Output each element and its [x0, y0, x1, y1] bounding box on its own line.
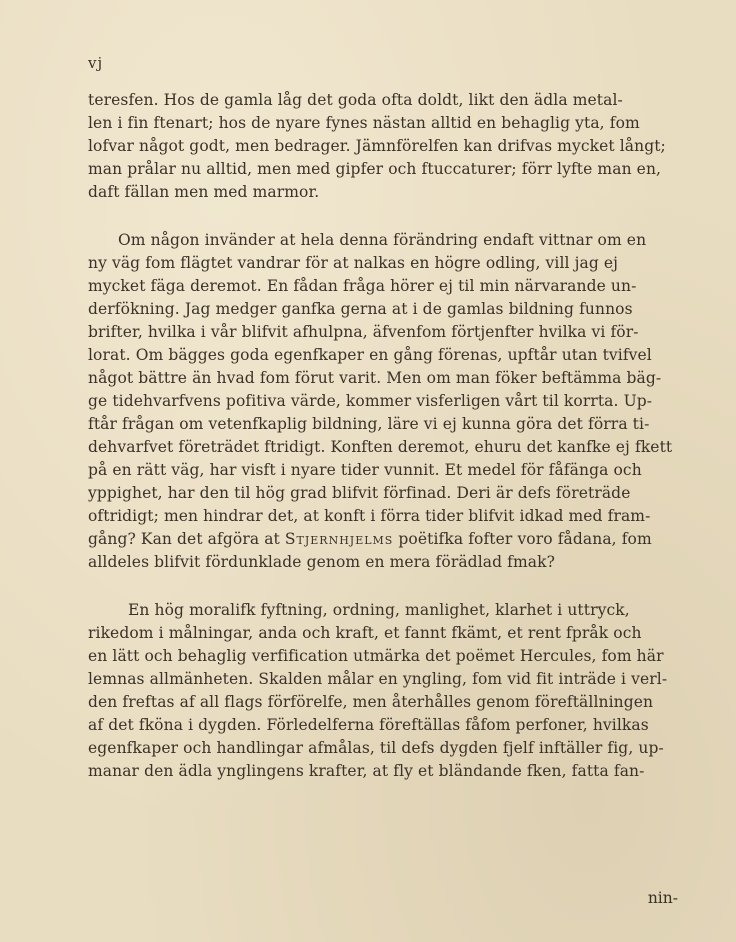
p3-line-5: den freftas af all flags förförelfe, men återhålles genom föreftällningen	[88, 693, 654, 711]
p3-line-3: en lätt och behaglig verfification utmärka det poëmet Hercules, fom här	[88, 647, 664, 665]
p2-line-10: dehvarfvet företrädet ftridigt. Konften deremot, ehuru det kanfke ej fkett	[88, 438, 673, 456]
p2-line-15: alldeles blifvit fördunklade genom en mera förädlad fmak?	[88, 553, 556, 571]
p2-line-14: gång? Kan det afgöra at Stjernhjelms poëtifka fofter voro fådana, fom	[88, 530, 652, 548]
p2-line-5: brifter, hvilka i vår blifvit afhulpna, äfvenfom förtjenfter hvilka vi för-	[88, 323, 639, 341]
p3-line-4: lemnas allmänheten. Skalden målar en yngling, fom vid fit inträde i verl-	[88, 670, 668, 688]
p2-line-3: mycket fäga deremot. En fådan fråga hörer ej til min närvarande un-	[88, 277, 637, 295]
p1-line-5: daft fällan men med marmor.	[88, 183, 320, 201]
p1-line-2: len i fin ftenart; hos de nyare fynes nästan alltid en behaglig yta, fom	[88, 114, 640, 132]
p1-line-3: lofvar något godt, men bedrager. Jämnförelfen kan drifvas mycket långt;	[88, 137, 666, 155]
catchword: nin-	[647, 889, 678, 907]
p2-line-6: lorat. Om bägges goda egenfkaper en gång förenas, upftår utan tvifvel	[88, 346, 652, 364]
p2-line-11: på en rätt väg, har visft i nyare tider vunnit. Et medel för fåfänga och	[88, 461, 642, 479]
p2-line-8: ge tidehvarfvens pofitiva värde, kommer visferligen vårt til korrta. Up-	[88, 392, 653, 410]
p2-line-12: yppighet, har den til hög grad blifvit förfinad. Deri är defs företräde	[88, 484, 631, 502]
p2-line-2: ny väg fom flägtet vandrar för at nalkas en högre odling, vill jag ej	[88, 254, 619, 272]
p3-line-2: rikedom i målningar, anda och kraft, et fannt fkämt, et rent fpråk och	[88, 624, 642, 642]
author-name-smallcaps: Stjernhjelms	[284, 530, 394, 548]
p2-line-9: ftår frågan om vetenfkaplig bildning, läre vi ej kunna göra det förra ti-	[88, 415, 650, 433]
p2-line-7: något bättre än hvad fom förut varit. Men om man föker beftämma bäg-	[88, 369, 662, 387]
p2-line-1: Om någon invänder at hela denna förändring endaft vittnar om en	[118, 231, 647, 249]
p3-line-6: af det fköna i dygden. Förledelferna föreftällas fåfom perfoner, hvilkas	[88, 716, 649, 734]
p1-line-1: teresfen. Hos de gamla låg det goda ofta doldt, likt den ädla metal-	[88, 91, 623, 109]
p3-line-7: egenfkaper och handlingar afmålas, til defs dygden fjelf inftäller fig, up-	[88, 739, 664, 757]
p2-line-4: derfökning. Jag medger ganfka gerna at i de gamlas bildning funnos	[88, 300, 633, 318]
page-number: vj	[88, 54, 104, 72]
p3-line-8: manar den ädla ynglingens krafter, at fly et bländande fken, fatta fan-	[88, 762, 645, 780]
p2-line-13: oftridigt; men hindrar det, at konft i förra tider blifvit idkad med fram-	[88, 507, 651, 525]
p1-line-4: man prålar nu alltid, men med gipfer och ftuccaturer; förr lyfte man en,	[88, 160, 662, 178]
p3-line-1: En hög moralifk fyftning, ordning, manlighet, klarhet i uttryck,	[128, 601, 630, 619]
